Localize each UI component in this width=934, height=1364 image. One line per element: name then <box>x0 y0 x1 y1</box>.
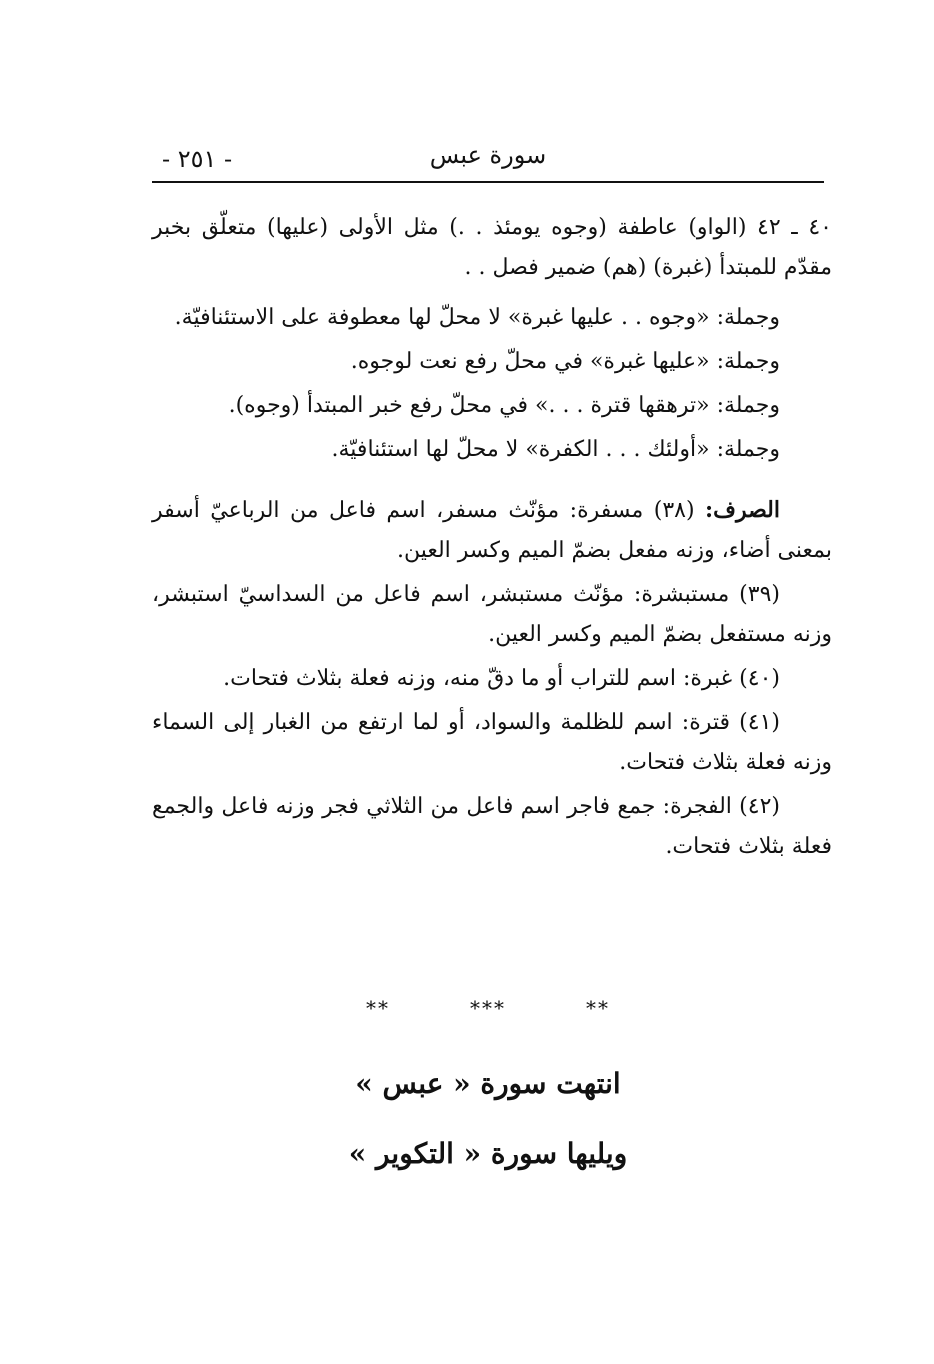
surah-title: سورة عبس <box>429 141 547 169</box>
jumla-item: وجملة: «أولئك . . . الكفرة» لا محلّ لها استئنافيّة. <box>331 437 780 462</box>
sarf-entry: (٣٩) مستبشرة: مؤنّث مستبشر، اسم فاعل من السداسيّ استبشر، وزنه مستفعل بضمّ الميم وكسر العين. <box>152 582 832 647</box>
main-text <box>152 208 832 871</box>
page-number: - ٢٥١ - <box>162 145 233 173</box>
surah-ended-note: انتهت سورة « عبس » <box>355 1067 621 1100</box>
sarf-entry: (٤٢) الفجرة: جمع فاجر اسم فاعل من الثلاثي فجر وزنه فاعل والجمع فعلة بثلاث فتحات. <box>152 794 832 859</box>
sarf-entry <box>152 490 832 571</box>
sarf-label: الصرف: <box>705 497 780 523</box>
section-separator <box>152 996 824 1020</box>
jumla-item: وجملة: «عليها غبرة» في محلّ رفع نعت لوجوه. <box>350 349 780 374</box>
star-group: ** <box>366 996 390 1020</box>
sarf-entry: (٤٠) غبرة: اسم للتراب أو ما دقّ منه، وزنه فعلة بثلاث فتحات. <box>223 666 780 691</box>
sarf-entry: (٤١) قترة: اسم للظلمة والسواد، أو لما ارتفع من الغبار إلى السماء وزنه فعلة بثلاث فتحات. <box>152 710 832 775</box>
star-group: *** <box>470 996 506 1020</box>
next-surah-note: ويليها سورة « التكوير » <box>348 1137 628 1170</box>
header-divider <box>152 181 824 183</box>
jumla-item: وجملة: «ترهقها قترة . . .» في محلّ رفع خبر المبتدأ (وجوه). <box>228 393 780 418</box>
irab-intro-paragraph: ٤٠ ـ ٤٢ (الواو) عاطفة (وجوه يومئذ . .) مثل الأولى (عليها) متعلّق بخبر مقدّم للمبتدأ (غبرة) (هم) ضمير فصل . . <box>152 215 832 280</box>
jumla-list <box>152 296 832 472</box>
jumla-item: وجملة: «وجوه . . عليها غبرة» لا محلّ لها معطوفة على الاستئنافيّة. <box>174 305 780 330</box>
sarf-section <box>152 490 832 867</box>
sarf-entry-text: (٣٨) مسفرة: مؤنّث مسفر، اسم فاعل من الرباعيّ أسفر بمعنى أضاء، وزنه مفعل بضمّ الميم وكسر العين. <box>152 498 832 563</box>
star-group: ** <box>586 996 610 1020</box>
page-header <box>152 138 824 182</box>
